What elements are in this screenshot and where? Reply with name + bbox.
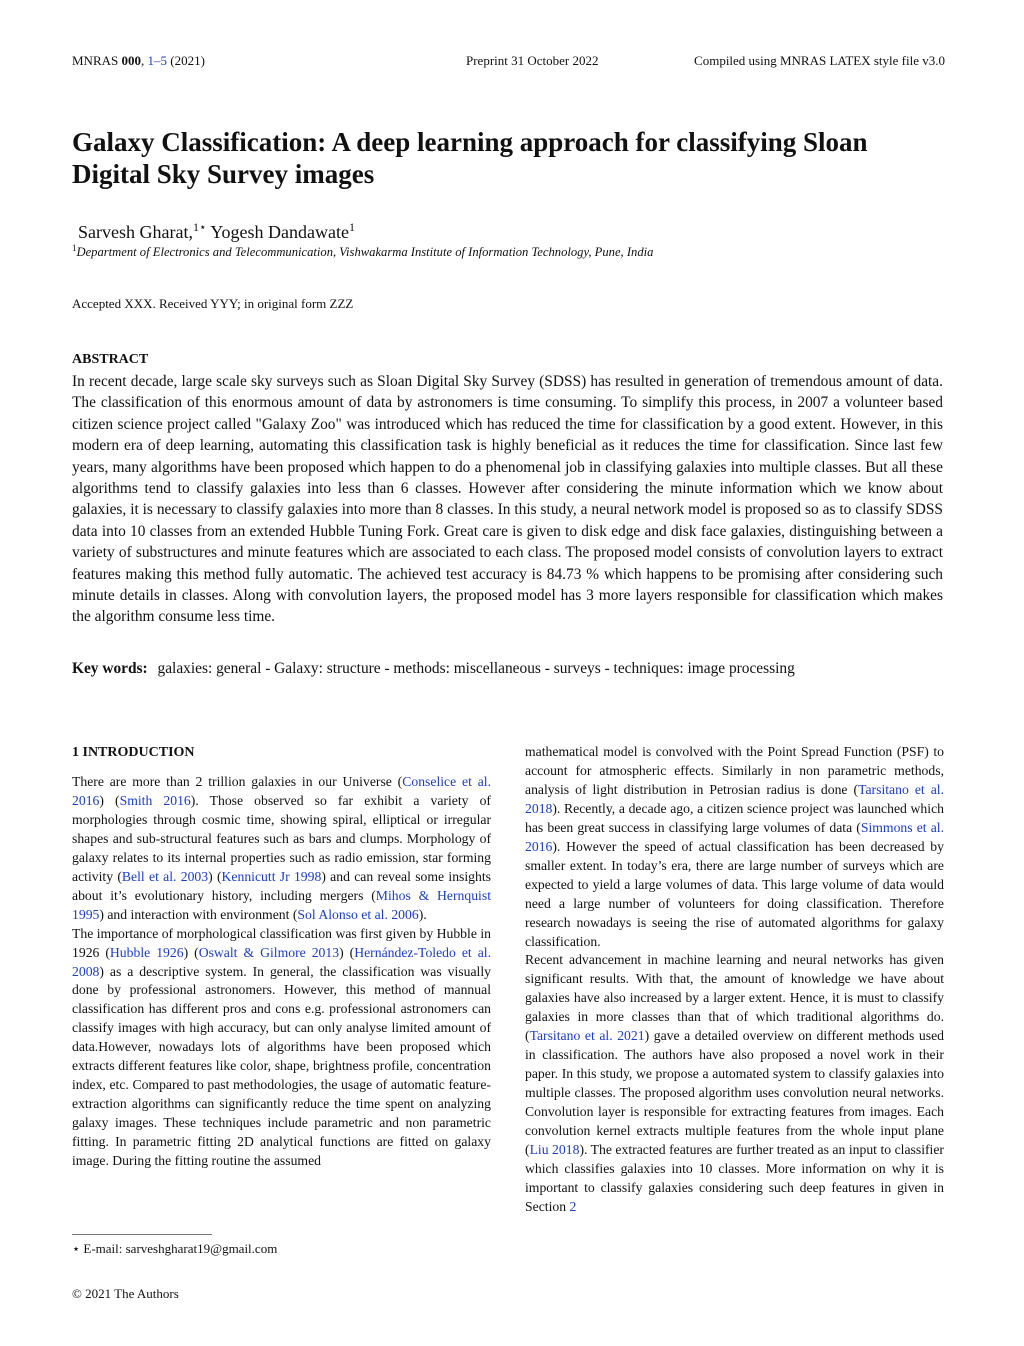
section-heading-introduction: 1 INTRODUCTION: [72, 745, 195, 760]
running-header-preprint: Preprint 31 October 2022: [466, 53, 599, 68]
body-text: ). The extracted features are further treated as an input to classifier which classifies galaxies into 10 classes. More information on why it is important to classify galaxies considering such deep features in given in Section: [525, 1142, 944, 1214]
citation-link[interactable]: Liu 2018: [529, 1142, 580, 1158]
copyright-line: © 2021 The Authors: [72, 1286, 179, 1301]
right-column: [525, 743, 944, 1217]
body-text: mathematical model is convolved with the Point Spread Function (PSF) to account for atmospheric effects. Similarly in non parametric methods, analysis of light distribution in Petrosian radius is done (: [525, 744, 944, 797]
citation-link[interactable]: Simmons et al. 2016: [525, 819, 944, 854]
body-text: There are more than 2 trillion galaxies in our Universe (: [72, 774, 403, 789]
left-column: [72, 773, 491, 1171]
running-header-compiled: Compiled using MNRAS LATEX style file v3.0: [694, 53, 945, 68]
author-affiliation-mark: 1: [348, 220, 355, 234]
author-name: Sarvesh Gharat,: [78, 222, 193, 242]
body-text: ). Those observed so far exhibit a variety of morphologies through cosmic time, showing spiral, elliptical or irregular shapes and sub-structural features such as bars and clumps. Morphology of galaxy relates to its internal properties such as radio emission, star forming activity (: [72, 792, 491, 884]
citation-link[interactable]: Hubble 1926: [109, 944, 184, 960]
citation-link[interactable]: Smith 2016: [119, 792, 191, 808]
intro-paragraph-2-part-a: [72, 925, 491, 1171]
citation-link[interactable]: Tarsitano et al. 2018: [525, 781, 944, 816]
citation-link[interactable]: Oswalt & Gilmore 2013: [198, 944, 340, 960]
intro-paragraph-3: [525, 951, 944, 1216]
citation-link[interactable]: 2: [569, 1198, 577, 1214]
abstract-text: In recent decade, large scale sky surveys such as Sloan Digital Sky Survey (SDSS) has resulted in generation of tremendous amount of data. The classification of this enormous amount of data by astronomers is time consuming. To simplify this process, in 2007 a volunteer based citizen science project called "Galaxy Zoo" was introduced which has reduced the time for classification by a good extent. However, in this modern era of deep learning, automating this classification task is highly beneficial as it reduces the time for classification. Since last few years, many algorithms have been proposed which happen to do a phenomenal job in classifying galaxies into multiple classes. But all these algorithms tend to classify galaxies into less than 6 classes. However after considering the minute information which we know about galaxies, it is necessary to classify galaxies into more than 8 classes. In this study, a neural network model is proposed so as to classify SDSS data into 10 classes from an extended Hubble Tuning Fork. Great care is given to disk edge and disk face galaxies, distinguishing between a variety of substructures and minute features which are associated to each class. The proposed model consists of convolution layers to extract features making this method fully automatic. The achieved test accuracy is 84.73 % which happens to be promising after considering such minute details in classes. Along with convolution layers, the proposed model has 3 more layers responsible for classification which makes the algorithm consume less time.: [72, 373, 943, 626]
body-text: ).: [418, 906, 427, 922]
keywords-text: galaxies: general - Galaxy: structure - methods: miscellaneous - surveys - techniques: image processing: [157, 660, 795, 677]
body-text: ). Recently, a decade ago, a citizen science project was launched which has been great success in classifying large volumes of data (: [525, 800, 944, 835]
body-text: ) (: [208, 868, 222, 884]
body-text: ) and interaction with environment (: [99, 906, 298, 922]
citation-link[interactable]: Kennicutt Jr 1998: [221, 868, 322, 884]
footnote-email: ⋆ E-mail: sarveshgharat19@gmail.com: [72, 1241, 278, 1256]
body-text: The importance of morphological classification was first given by Hubble in 1926 (: [72, 925, 491, 960]
citation-link[interactable]: Sol Alonso et al. 2006: [297, 906, 419, 922]
citation-link[interactable]: Tarsitano et al. 2021: [529, 1028, 645, 1044]
keywords: [72, 659, 952, 679]
citation-link[interactable]: Bell et al. 2003: [121, 868, 209, 884]
body-text: ) (: [99, 792, 120, 808]
page-range-link[interactable]: 1–5: [147, 53, 167, 68]
citation-link[interactable]: Hernández-Toledo et al. 2008: [72, 944, 492, 979]
received-dates: Accepted XXX. Received YYY; in original form ZZZ: [72, 296, 354, 311]
intro-paragraph-1: [72, 773, 491, 925]
journal-volume: 000: [121, 53, 141, 68]
footnote-rule: [72, 1234, 212, 1235]
affiliation: $^1$Department of Electronics and Telecommunication, Vishwakarma Institute of Information Technology, Pune, India: [72, 243, 654, 260]
author-name: Yogesh Dandawate: [206, 222, 349, 242]
abstract-heading: ABSTRACT: [72, 352, 149, 367]
intro-paragraph-2-part-b: [525, 743, 944, 951]
keywords-label: Key words:: [72, 660, 148, 677]
author-list: [78, 216, 355, 243]
footnote-mark: ⋆: [72, 1241, 81, 1256]
body-text: Recent advancement in machine learning and neural networks has given significant results. With that, the amount of knowledge we have about galaxies have also increased by a larger extent. Hence, it is must to classify galaxies in more classes than that of which traditional algorithms do. (: [525, 952, 944, 1044]
author-affiliation-mark: 1⋆: [192, 220, 207, 234]
paper-title: Galaxy Classification: A deep learning approach for classifying Sloan Digital Sky Survey images: [72, 127, 868, 189]
body-text: ). However the speed of actual classification has been decreased by smaller extent. In today’s era, there are large number of surveys which are expected to yield a large volumes of data. This large volume of data would need a large number of volunteers for doing classification. Therefore research nowadays is seeing the rise of automated algorithms for galaxy classification.: [525, 838, 944, 949]
citation-link[interactable]: Mihos & Hernquist 1995: [72, 887, 491, 922]
citation-link[interactable]: Conselice et al. 2016: [72, 774, 491, 808]
body-text: ) (: [183, 944, 199, 960]
body-text: ) gave a detailed overview on different methods used in classification. The authors have also proposed a novel work in their paper. In this study, we propose a automated system to classify galaxies into multiple classes. The proposed algorithm uses convolution neural networks. Convolution layer is responsible for extracting features from images. Each convolution kernel extracts multiple features from the whole input plane (: [525, 1028, 944, 1158]
body-text: ) and can reveal some insights about it’s evolutionary history, including mergers (: [72, 868, 491, 903]
body-text: ) as a descriptive system. In general, the classification was visually done by professional astronomers. However, this method of mannual classification has different pros and cons e.g. professional astronomers can classify images with high accuracy, but can only analyse limited amount of data.However, nowadays lots of algorithms have been proposed which extracts different features like color, shape, brightness profile, concentration index, etc. Compared to past methodologies, the usage of automatic feature-extraction algorithms can significantly reduce the time spent on analyzing galaxy images. These techniques include parametric and non parametric fitting. In parametric fitting 2D analytical functions are fitted on galaxy image. During the fitting routine the assumed: [72, 963, 491, 1169]
running-header-journal: MNRAS 000, 1–5 (2021): [72, 53, 205, 68]
body-text: ) (: [339, 944, 355, 960]
